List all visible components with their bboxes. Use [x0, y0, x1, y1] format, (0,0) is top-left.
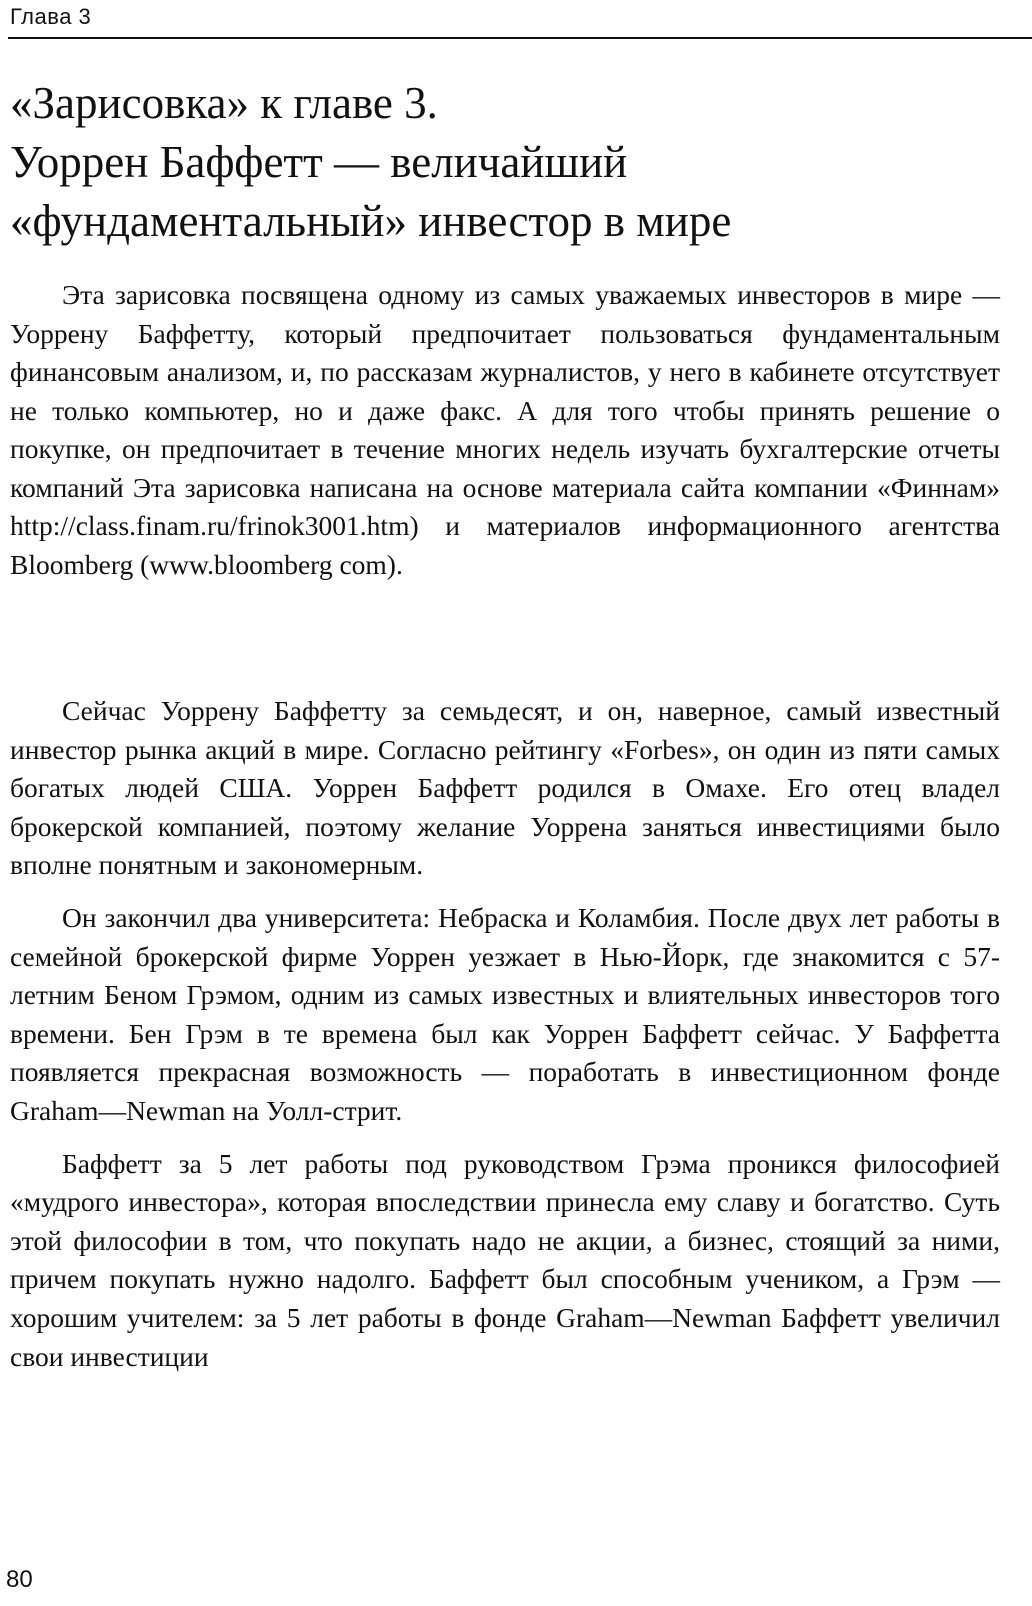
- body-text: [10, 692, 1000, 1390]
- title-line-2: Уоррен Баффетт — величайший: [10, 137, 628, 187]
- title-line-3: «фундаментальный» инвестор в мире: [10, 196, 732, 246]
- body-paragraph: Он закончил два университета: Небраска и Коламбия. После двух лет работы в семейной брокерской фирме Уоррен уезжает в Нью-Йорк, где знакомится с 57-летним Беном Грэмом, одним из самых известных и влиятельных инвесторов того времени. Бен Грэм в те времена был как Уоррен Баффетт сейчас. У Баффетта появляется прекрасная возможность — поработать в инвестиционном фонде Graham—Newman на Уолл-стрит.: [10, 901, 1000, 1126]
- header-rule: [8, 37, 1032, 39]
- running-head: Глава 3: [10, 4, 92, 29]
- intro-paragraph: Эта зарисовка посвящена одному из самых уважаемых инвесторов в мире — Уоррену Баффетту, который предпочитает пользоваться фундаментальным финансовым анализом, и, по рассказам журналистов, у него в кабинете отсутствует не только компьютер, но и даже факс. А для того чтобы принять решение о покупке, он предпочитает в течение многих недель изучать бухгалтерские отчеты компаний Эта зарисовка написана на основе материала сайта компании «Финнам» http://class.finam.ru/frinok3001.htm) и материалов информационного агентства Bloomberg (www.bloomberg com).: [10, 279, 1000, 580]
- title-line-1: «Зарисовка» к главе 3.: [10, 78, 438, 128]
- chapter-sketch-title: [10, 74, 1010, 251]
- body-paragraph: Сейчас Уоррену Баффетту за семьдесят, и он, наверное, самый известный инвестор рынка акций в мире. Согласно рейтингу «Forbes», он один из пяти самых богатых людей США. Уоррен Баффетт родился в Омахе. Его отец владел брокерской компанией, поэтому желание Уоррена заняться инвестициями было вполне понятным и закономерным.: [10, 695, 1000, 881]
- page-number: 80: [6, 1566, 33, 1593]
- body-paragraph: Баффетт за 5 лет работы под руководством Грэма проникся философией «мудрого инвестора», которая впоследствии принесла ему славу и богатство. Суть этой философии в том, что покупать надо не акции, а бизнес, стоящий за ними, причем покупать нужно надолго. Баффетт был способным учеником, а Грэм — хорошим учителем: за 5 лет работы в фонде Graham—Newman Баффетт увеличил свои инвестиции: [10, 1147, 1000, 1372]
